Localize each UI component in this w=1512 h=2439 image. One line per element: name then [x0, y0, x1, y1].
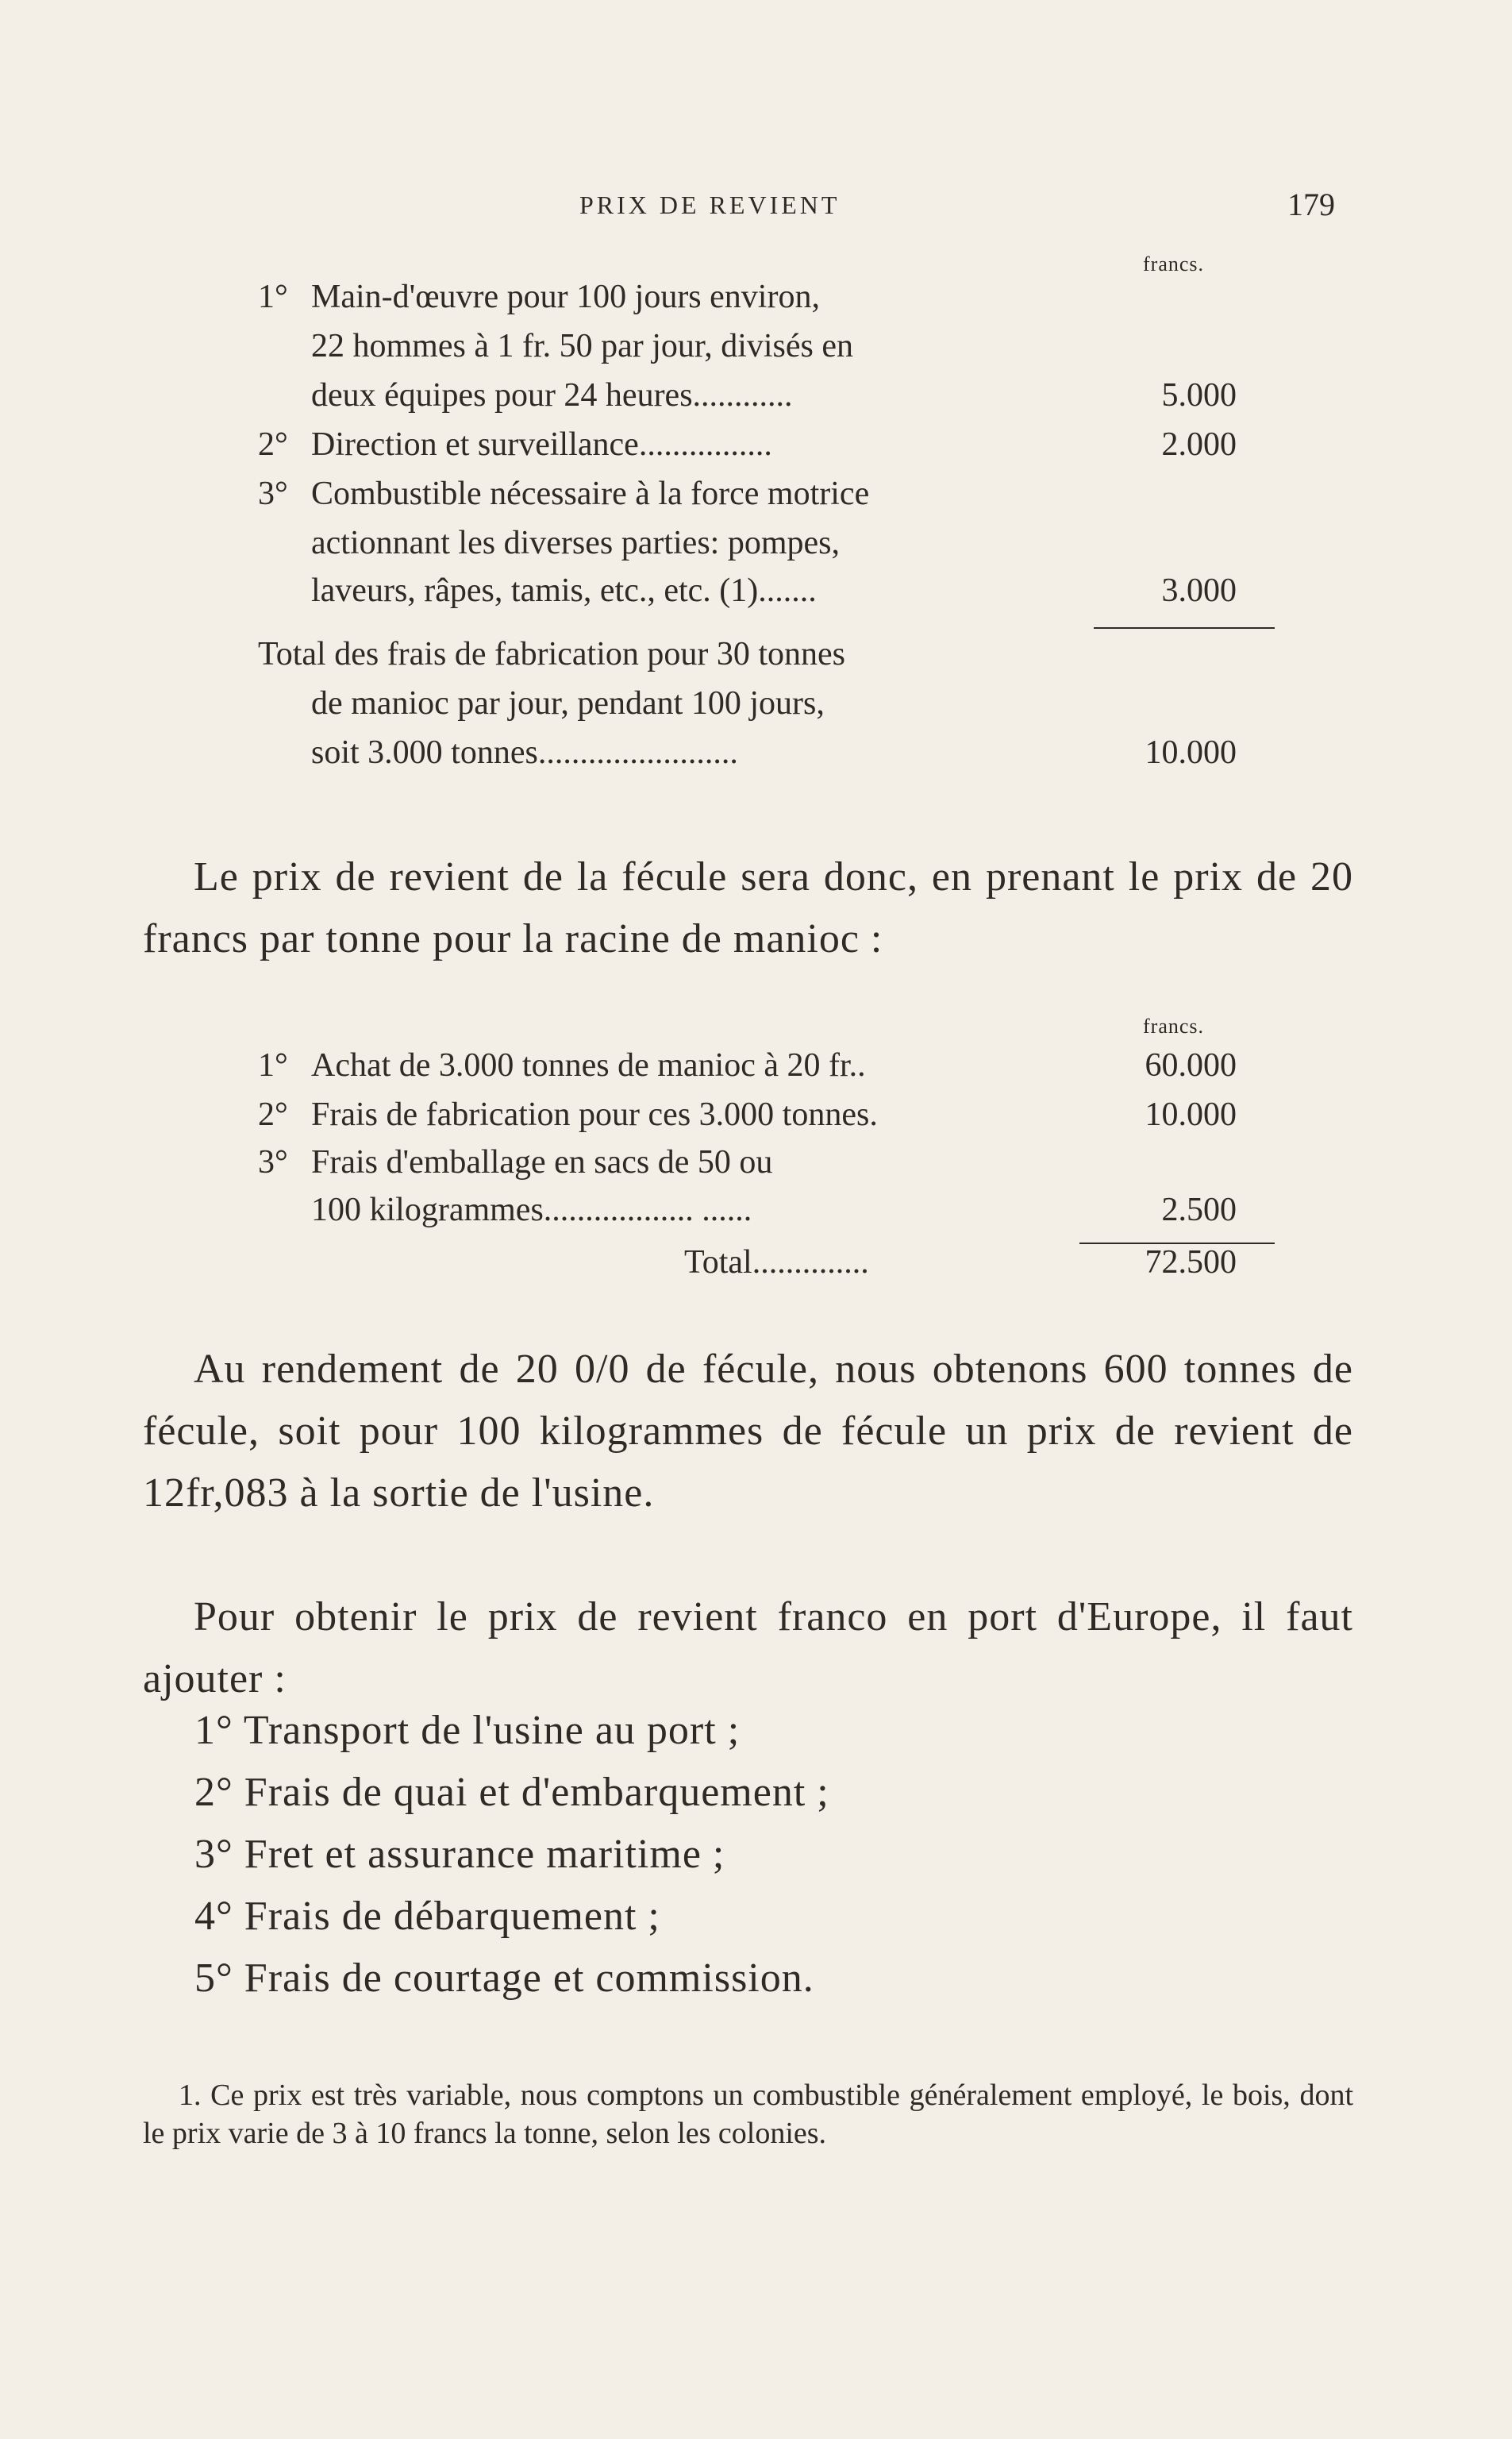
table1-row-1-line-1	[0, 278, 1512, 326]
running-title: PRIX DE REVIENT	[579, 191, 841, 219]
table2-row-1-text: Achat de 3.000 tonnes de manioc à 20 fr..	[311, 1047, 866, 1084]
table1-row-1-text: 22 hommes à 1 fr. 50 par jour, divisés en	[311, 328, 854, 364]
footnote	[143, 2076, 1353, 2152]
running-head	[0, 187, 1512, 230]
table2-row-2	[0, 1096, 1512, 1143]
table2-total-value: 72.500	[1145, 1244, 1237, 1281]
table1-row-3-text: Combustible nécessaire à la force motrice	[311, 476, 870, 512]
table1-row-2-text: Direction et surveillance................	[311, 426, 772, 463]
table1-row-3-line-2	[0, 524, 1512, 572]
table1-total-text: soit 3.000 tonnes........................	[311, 734, 738, 771]
table1-row-2	[0, 426, 1512, 473]
footnote-text: 1. Ce prix est très variable, nous comptons un combustible généralement employé, le bois, dont le prix varie de 3 à 10 francs la tonne, selon les colonies.	[143, 2079, 1353, 2150]
table1-row-3-number: 3°	[258, 476, 288, 512]
table1-total-value: 10.000	[1145, 734, 1237, 771]
table1-row-3-line-1	[0, 475, 1512, 522]
table2-row-1	[0, 1046, 1512, 1094]
paragraph-2	[143, 1339, 1353, 1524]
table1-total-text: Total des frais de fabrication pour 30 tonnes	[258, 636, 846, 672]
table2-row-3-line-2	[0, 1191, 1512, 1239]
list-item: 5° Frais de courtage et commission.	[194, 1955, 814, 2001]
table2-total	[0, 1243, 1512, 1291]
table1-total-line-2	[0, 684, 1512, 732]
table2-row-2-number: 2°	[258, 1096, 288, 1133]
list-item: 3° Fret et assurance maritime ;	[194, 1832, 725, 1877]
table1-row-2-number: 2°	[258, 426, 288, 463]
table1-row-1-line-2	[0, 327, 1512, 375]
table1-row-2-value: 2.000	[1161, 426, 1237, 463]
table1-row-3-text: laveurs, râpes, tamis, etc., etc. (1).......	[311, 572, 817, 609]
table2-row-3-line-1	[0, 1143, 1512, 1191]
table1-unit-header: francs.	[1143, 252, 1205, 275]
table1-sum-rule	[1094, 627, 1275, 629]
table1-row-1-number: 1°	[258, 279, 288, 315]
table1-total-line-3	[0, 734, 1512, 781]
table1-row-3-line-3	[0, 572, 1512, 619]
table2-row-1-value: 60.000	[1145, 1047, 1237, 1084]
table1-row-1-text: deux équipes pour 24 heures............	[311, 377, 793, 414]
table2-row-3-text: 100 kilogrammes.................. ......	[311, 1192, 752, 1228]
table2-row-2-text: Frais de fabrication pour ces 3.000 tonnes.	[311, 1096, 878, 1133]
table2-total-label: Total..............	[684, 1244, 869, 1281]
table1-row-1-value: 5.000	[1161, 377, 1237, 414]
list-item: 1° Transport de l'usine au port ;	[194, 1708, 741, 1753]
paragraph-1-text: Le prix de revient de la fécule sera donc, en prenant le prix de 20 francs par tonne pour la racine de manioc :	[143, 854, 1353, 961]
list-item: 4° Frais de débarquement ;	[194, 1894, 660, 1939]
page-number: 179	[1287, 187, 1335, 222]
table2-row-2-value: 10.000	[1145, 1096, 1237, 1133]
table2-row-3-value: 2.500	[1161, 1192, 1237, 1228]
table1-row-1-line-3	[0, 376, 1512, 424]
list-item: 2° Frais de quai et d'embarquement ;	[194, 1770, 829, 1815]
table1-row-3-text: actionnant les diverses parties: pompes,	[311, 525, 840, 561]
table2-row-3-text: Frais d'emballage en sacs de 50 ou	[311, 1144, 773, 1181]
paragraph-2-text: Au rendement de 20 0/0 de fécule, nous obtenons 600 tonnes de fécule, soit pour 100 kilogrammes de fécule un prix de revient de 12fr,083 à la sortie de l'usine.	[143, 1347, 1353, 1516]
table2-unit-header: francs.	[1143, 1015, 1205, 1038]
table1-row-1-text: Main-d'œuvre pour 100 jours environ,	[311, 279, 820, 315]
paragraph-1	[143, 846, 1353, 970]
paragraph-3	[143, 1586, 1353, 1710]
table1-row-3-value: 3.000	[1161, 572, 1237, 609]
table1-total-line-1	[0, 635, 1512, 683]
table2-row-3-number: 3°	[258, 1144, 288, 1181]
table2-row-1-number: 1°	[258, 1047, 288, 1084]
table1-total-text: de manioc par jour, pendant 100 jours,	[311, 685, 825, 722]
paragraph-3-text: Pour obtenir le prix de revient franco en port d'Europe, il faut ajouter :	[143, 1594, 1353, 1701]
